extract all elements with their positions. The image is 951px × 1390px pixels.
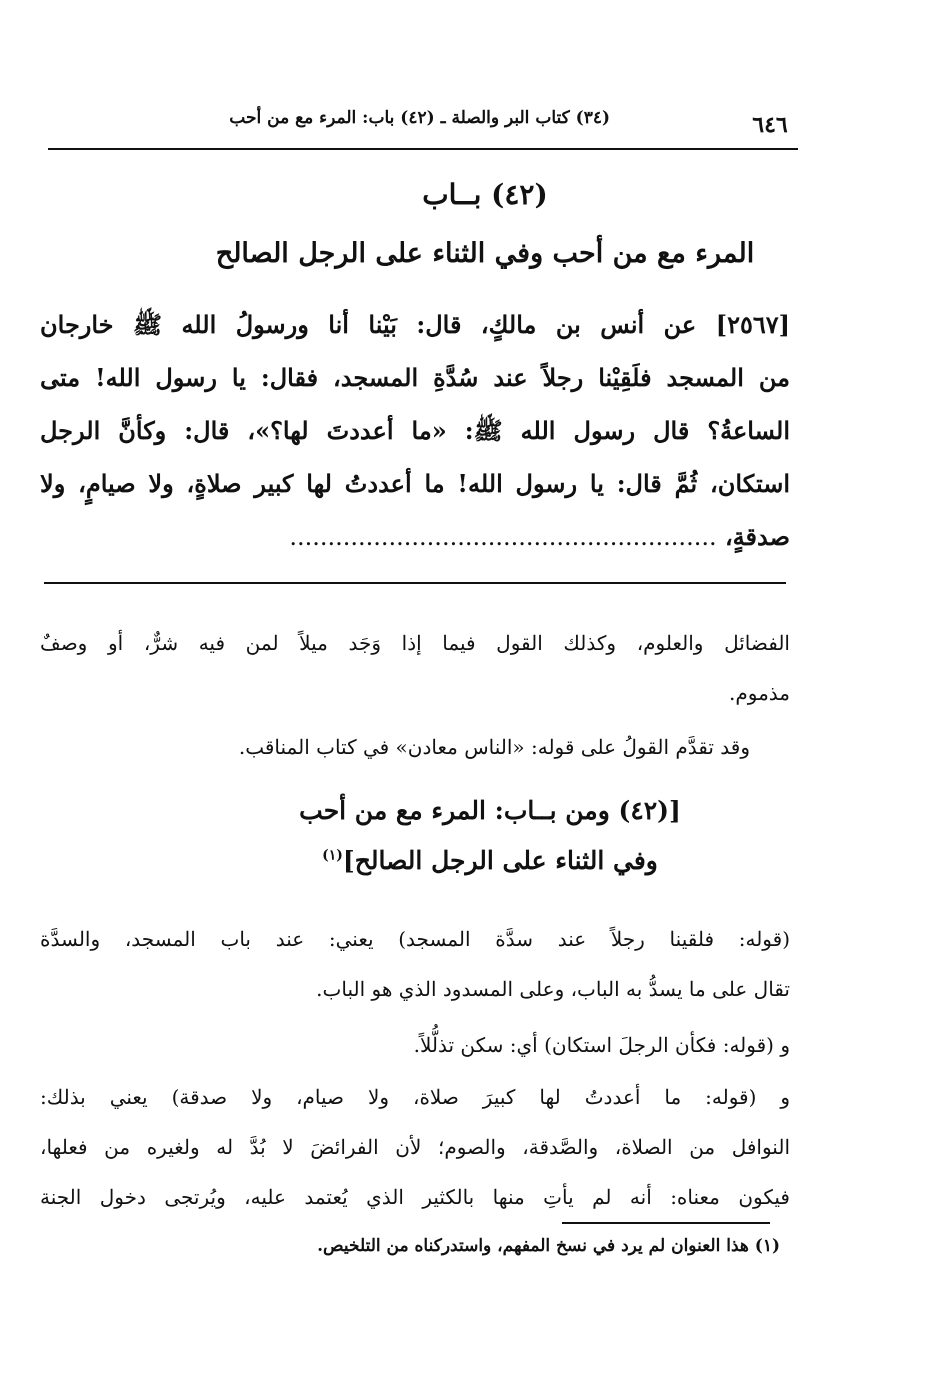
hadith-last-words: صدقةٍ، [724, 522, 790, 551]
hadith-text [40, 298, 790, 564]
commentary-line: الفضائل والعلوم، وكذلك القول فيما إذا وَجَد ميلاً لمن فيه شرٌّ، أو وصفٌ [40, 631, 790, 655]
footnote-number: (١) [754, 1236, 780, 1256]
commentary-paragraph-1 [40, 618, 790, 718]
hadith-last-line [40, 510, 790, 564]
commentary-subheading-line-1: [(٤٢) ومن بــاب: المرء مع من أحب [299, 796, 681, 825]
commentary-line: و (قوله: فكأن الرجلَ استكان) أي: سكن تذلُّلاً. [413, 1033, 790, 1057]
footnote-marker: (١) [322, 847, 343, 864]
footnote-text: هذا العنوان لم يرد في نسخ المفهم، واستدركناه من التلخيص. [317, 1236, 749, 1256]
running-header-title: (٣٤) كتاب البر والصلة ـ (٤٢) باب: المرء مع من أحب [229, 108, 610, 128]
chapter-title: المرء مع من أحب وفي الثناء على الرجل الصالح [215, 238, 755, 269]
subheading-text: وفي الثناء على الرجل الصالح] [342, 846, 658, 875]
hadith-line: استكان، ثُمَّ قال: يا رسول الله! ما أعددتُ لها كبير صلاةٍ، ولا صيامٍ، ولا [40, 469, 790, 498]
commentary-line: النوافل من الصلاة، والصَّدقة، والصوم؛ لأن الفرائضَ لا بُدَّ له ولغيره من فعلها، [40, 1135, 790, 1159]
commentary-paragraph-2 [40, 722, 790, 772]
commentary-line: و (قوله: ما أعددتُ لها كبيرَ صلاة، ولا صيام، ولا صدقة) يعني بذلك: [40, 1085, 790, 1109]
page-number: ٦٤٦ [752, 112, 788, 138]
commentary-paragraph-4 [40, 1020, 790, 1070]
footnote-rule [562, 1222, 770, 1224]
commentary-paragraph-5 [40, 1072, 790, 1222]
commentary-paragraph-3 [40, 914, 790, 1014]
section-divider [44, 582, 786, 584]
commentary-line: وقد تقدَّم القولُ على قوله: «الناس معادن» في كتاب المناقب. [238, 735, 750, 759]
hadith-ellipsis: ........................................................ [289, 523, 717, 551]
footnote [180, 1236, 780, 1256]
header-rule [48, 148, 798, 150]
commentary-line: مذموم. [729, 681, 790, 705]
hadith-line: الساعةُ؟ قال رسول الله ﷺ: «ما أعددتَ لها؟»، قال: وكأنَّ الرجل [40, 416, 790, 445]
hadith-line: من المسجد فلَقِيْنا رجلاً عند سُدَّةِ المسجد، فقال: يا رسول الله! متى [40, 363, 790, 392]
commentary-line: فيكون معناه: أنه لم يأتِ منها بالكثير الذي يُعتمد عليه، ويُرتجى دخول الجنة [40, 1185, 790, 1209]
chapter-bab-heading: (٤٢) بــاب [422, 178, 548, 211]
commentary-line: (قوله: فلقينا رجلاً عند سدَّة المسجد) يعني: عند باب المسجد، والسدَّة [40, 927, 790, 951]
commentary-line: تقال على ما يسدُّ به الباب، وعلى المسدود الذي هو الباب. [316, 977, 790, 1001]
commentary-subheading-line-2 [180, 846, 800, 875]
hadith-line: [٢٥٦٧] عن أنس بن مالكٍ، قال: بَيْنا أنا ورسولُ الله ﷺ خارجان [40, 310, 790, 339]
